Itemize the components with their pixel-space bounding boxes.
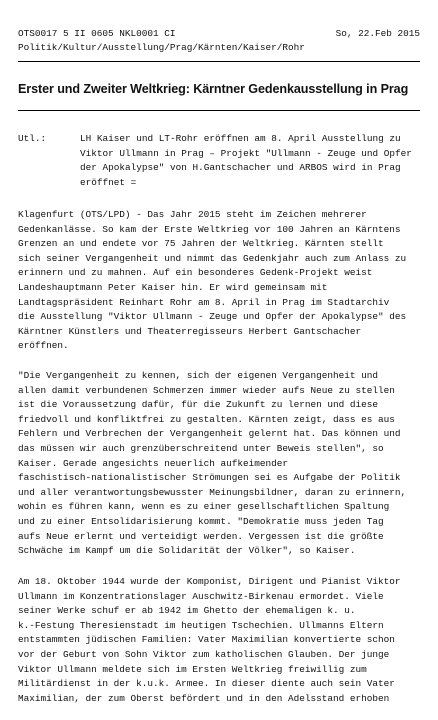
headline: Erster und Zweiter Weltkrieg: Kärntner Gedenkausstellung in Prag: [18, 82, 409, 96]
divider-bottom: [18, 110, 420, 111]
release-metadata: [18, 27, 420, 55]
metadata-row: [18, 27, 420, 41]
metadata-row: [18, 41, 420, 55]
paragraph-intro: Klagenfurt (OTS/LPD) - Das Jahr 2015 steht im Zeichen mehrerer Gedenkanlässe. So kam der Erste Weltkrieg vor 100 Jahren an Kärntens Grenzen an und endete vor 75 Jahren der Weltkrieg. Kärnten stellt sich seiner Vergangenheit und nimmt das Gedenkjahr auch zum Anlass zu erinnern und zu mahnen. Auf ein besonderes Gedenk-Projekt weist Landeshauptmann Peter Kaiser hin. Er wird gemeinsam mit Landtagspräsident Reinhart Rohr am 8. April in Prag im Stadtarchiv die Ausstellung "Viktor Ullmann - Zeuge und Opfer der Apokalypse" des Kärntner Künstlers und Theaterregisseurs Herbert Gantschacher eröffnen.: [18, 209, 407, 352]
divider-top: [18, 61, 420, 62]
subtitle-label: Utl.:: [18, 133, 47, 144]
subtitle-text: LH Kaiser und LT-Rohr eröffnen am 8. April Ausstellung zu Viktor Ullmann in Prag – Projekt "Ullmann - Zeuge und Opfer der Apokalypse" von H.Gantschacher und ARBOS wird in Prag eröffnet =: [80, 133, 412, 188]
release-code: OTS0017 5 II 0605 NKL0001 CI: [18, 28, 176, 39]
paragraph-biography: Am 18. Oktober 1944 wurde der Komponist, Dirigent und Pianist Viktor Ullmann im Konzentrationslager Auschwitz-Birkenau ermordet. Viele seiner Werke schuf er ab 1942 im Ghetto der ehemaligen k. u. k.-Festung Theresienstadt im heutigen Tschechien. Ullmanns Eltern entstammten jüdischen Familien: Vater Maximilian konvertierte schon vor der Geburt von Sohn Viktor zum katholischen Glauben. Der junge Viktor Ullmann meldete sich im Ersten Weltkrieg freiwillig zum Militärdienst in der k.u.k. Armee. In dieser diente auch sein Vater Maximilian, der zum Oberst befördert und in den Adelsstand erhoben: [18, 576, 401, 704]
release-categories: Politik/Kultur/Ausstellung/Prag/Kärnten/Kaiser/Rohr: [18, 42, 305, 53]
subtitle-block: [18, 132, 424, 190]
paragraph-quote: "Die Vergangenheit zu kennen, sich der eigenen Vergangenheit und allen damit verbundenen Schmerzen immer wieder aufs Neue zu stellen ist die Voraussetzung dafür, für die Zukunft zu lernen und diese friedvoll und konfliktfrei zu gestalten. Kärnten zeigt, dass es aus Fehlern und Verbrechen der Vergangenheit gelernt hat. Das können und das müssen wir auch grenzüberschreitend unter Beweis stellen", so Kaiser. Gerade angesichts neuerlich aufkeimender faschistisch-nationalistischer Strömungen sei es Aufgabe der Politik und aller verantwortungsbewusster Meinungsbildner, daran zu erinnern, wohin es führen kann, wenn es zu einer gesellschaftlichen Spaltung und zu einer Entsolidarisierung kommt. "Demokratie muss jeden Tag aufs Neue erlernt und verteidigt werden. Vergessen ist die größte Schwäche im Kampf um die Solidarität der Völker", so Kaiser.: [18, 370, 407, 557]
release-date: So, 22.Feb 2015: [335, 28, 420, 39]
